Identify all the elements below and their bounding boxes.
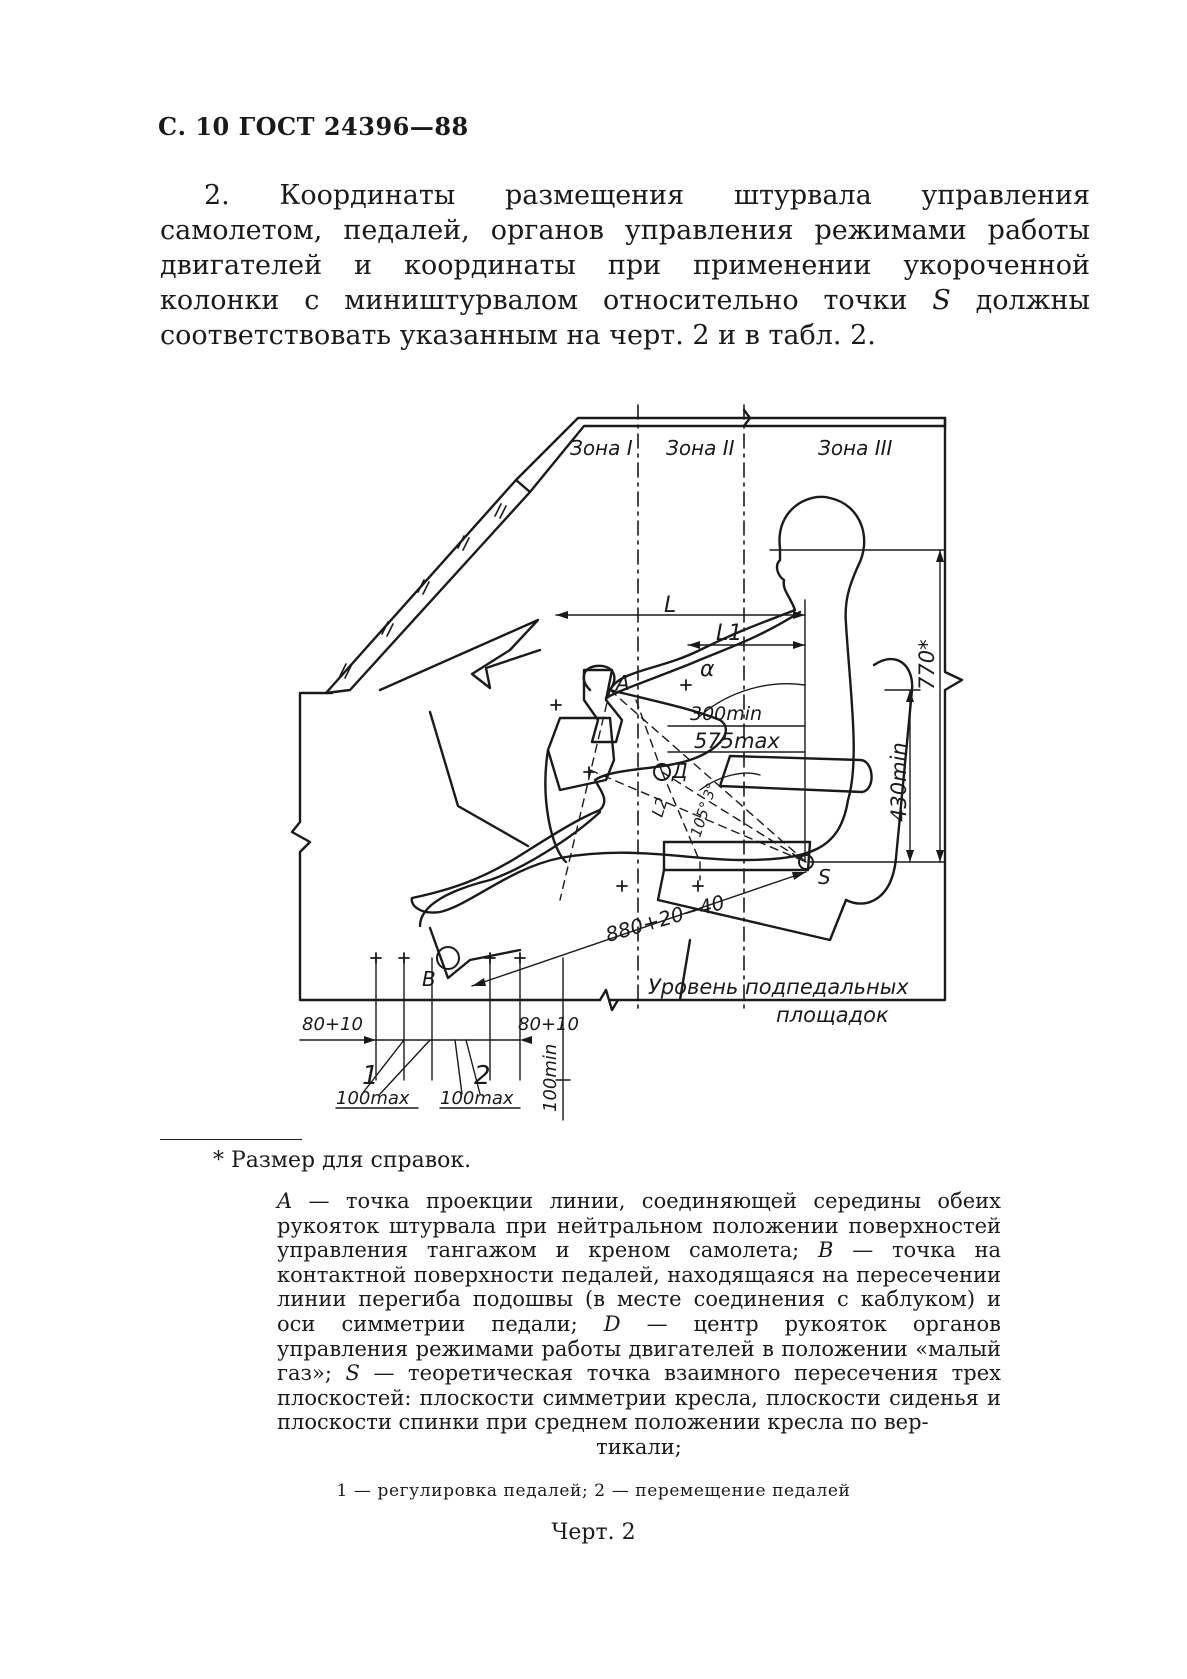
para-point: S	[932, 285, 951, 316]
dim-alpha-label: α	[700, 657, 715, 682]
dim-L2-label: L2	[647, 795, 672, 820]
legend-B-text: — точка на контактной поверхности педалей, находящаяся на пересечении линии перегиба подошвы (в месте соединения с каблуком) и оси симметрии педали;	[277, 1238, 1001, 1336]
dim-80-right-label: 80+10	[518, 1014, 579, 1035]
zone-2-label: Зона II	[666, 436, 735, 460]
dim-880-label: 880+20−40	[602, 889, 728, 947]
legend-D-sym: D	[603, 1311, 621, 1336]
glass-marks	[340, 504, 506, 678]
dim-300-label: 300min	[690, 703, 763, 725]
floor-label-line1: Уровень подпедальных	[648, 975, 909, 999]
zone-1-label: Зона I	[570, 436, 633, 460]
dim-430-label: 430min	[887, 742, 911, 822]
footnote: * Размер для справок.	[213, 1148, 472, 1173]
footnote-rule	[160, 1139, 302, 1140]
point-D-label: Д	[672, 759, 688, 783]
zone-3-label: Зона III	[818, 436, 893, 460]
legend-A-sym: A	[277, 1189, 293, 1213]
dim-100max-a-label: 100max	[336, 1088, 410, 1109]
mark-2-label: 2	[474, 1061, 491, 1091]
caption-notes: 1 — регулировка педалей; 2 — перемещение педалей	[336, 1481, 851, 1501]
pedal-shoe	[430, 928, 520, 978]
page-header: С. 10 ГОСТ 24396—88	[158, 112, 469, 141]
panel-support	[430, 712, 528, 846]
para-tail: должны соответствовать указанным на черт. 2 и в табл. 2.	[160, 285, 1090, 351]
point-B-label: B	[422, 967, 436, 991]
dim-770-label: 770*	[915, 639, 939, 690]
legend-A-text: — точка проекции линии, соединяющей середины обеих рукояток штурвала при нейтральном положении поверхностей управления тангажом и креном самолета;	[277, 1189, 1001, 1263]
windshield-post	[516, 480, 530, 492]
dim-100min-label: 100min	[540, 1043, 561, 1112]
floor-label-line2: площадок	[776, 1003, 889, 1027]
figure-caption: Черт. 2	[551, 1520, 636, 1545]
mark-1-label: 1	[362, 1061, 379, 1091]
dim-3-label: 3°	[700, 781, 721, 802]
point-S-label: S	[818, 865, 831, 889]
point-A-label: A	[616, 671, 630, 695]
pedestal	[548, 718, 614, 790]
legend-D-text: — центр рукояток органов управления режимами работы двигателей в положении «малый газ»;	[277, 1311, 1001, 1386]
dim-L-label: L	[664, 593, 677, 618]
dim-105-label: 105°	[686, 799, 715, 840]
dim-L1-label: L1	[716, 621, 743, 646]
legend-S-end: тикали;	[596, 1434, 682, 1459]
armrest	[720, 756, 872, 792]
dim-lines	[300, 550, 945, 1120]
para-lead: 2. Координаты размещения штурвала управления самолетом, педалей, органов управления режимами работы двигателей и координаты при применении укороченной колонки с миништурвалом относительно точки	[160, 180, 1090, 316]
dim-575-label: 575max	[694, 729, 780, 753]
legend-text	[277, 1189, 1001, 1460]
dim-80-left-label: 80+10	[302, 1014, 363, 1035]
dim-100max-b-label: 100max	[440, 1088, 514, 1109]
legend-B-sym: B	[818, 1238, 834, 1263]
legend-S-sym: S	[345, 1361, 360, 1386]
legend-S-text: — теоретическая точка взаимного пересечения трех плоскостей: плоскости симметрии кресла, плоскости сиденья и плоскости спинки при среднем положении кресла по вер-	[277, 1361, 1001, 1435]
